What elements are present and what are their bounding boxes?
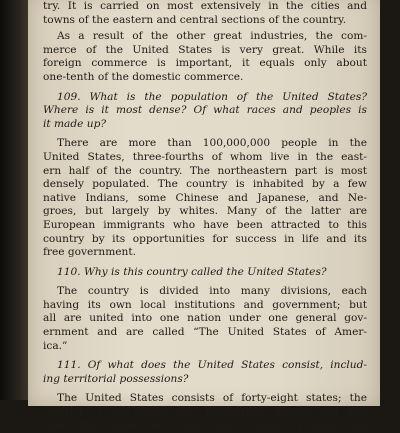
text-line: it made up?: [43, 117, 107, 130]
page-text: [43, 0, 367, 433]
text-line: groes, but largely by whites. Many of the latter are: [43, 205, 367, 218]
text-line: ern half of the country. The northeastern part is most: [43, 164, 367, 177]
text-line: native Indians, some Chinese and Japanese, and Ne-: [43, 191, 367, 204]
text-line: ica.”: [43, 339, 68, 352]
text-line: 109. What is the population of the United States?: [57, 90, 367, 103]
text-line: country by its opportunities for success in life and its: [43, 232, 367, 245]
text-line: District of Columbia; two territories, Alaska and Ha-: [43, 406, 367, 419]
text-line: merce of the United States is very great. While its: [43, 43, 367, 56]
answer-111: [43, 392, 367, 433]
text-line: having its own local institutions and government; but: [43, 298, 367, 311]
text-line: As a result of the other great industries, the com-: [57, 30, 367, 43]
text-line: Where is it most dense? Of what races and peoples is: [43, 104, 367, 117]
answer-109: [43, 137, 367, 259]
text-line: free government.: [43, 246, 136, 259]
text-line: waii; the island of Porto Rico, Guam, Tutuila, the: [43, 419, 367, 432]
text-line: densely populated. The country is inhabited by a few: [43, 178, 367, 191]
text-line: The United States consists of forty-eight states; the: [57, 392, 367, 405]
text-line: ernment and are called “The United States of Amer-: [43, 326, 367, 339]
text-line: United States, three-fourths of whom live in the east-: [43, 150, 367, 163]
text-line: towns of the eastern and central sections of the country.: [43, 13, 347, 26]
answer-110: [43, 285, 367, 353]
text-line: 110. Why is this country called the United States?: [57, 265, 327, 278]
text-line: try. It is carried on most extensively in the cities and: [43, 0, 367, 12]
text-line: 111. Of what does the United States consist, includ-: [57, 359, 367, 372]
paragraph-commerce: [43, 30, 367, 84]
text-line: There are more than 100,000,000 people in the: [57, 137, 367, 150]
question-110: [43, 266, 367, 280]
question-111: [43, 359, 367, 386]
text-line: one-tenth of the domestic commerce.: [43, 70, 244, 83]
text-line: European immigrants who have been attracted to this: [43, 218, 367, 231]
book-gutter: [0, 0, 28, 400]
text-line: The country is divided into many divisions, each: [57, 285, 367, 298]
text-line: all are united into one nation under one general gov-: [43, 312, 367, 325]
text-line: foreign commerce is important, it equals only about: [43, 57, 367, 70]
paragraph-industry: [43, 0, 367, 27]
question-109: [43, 91, 367, 132]
text-line: ing territorial possessions?: [43, 372, 189, 385]
